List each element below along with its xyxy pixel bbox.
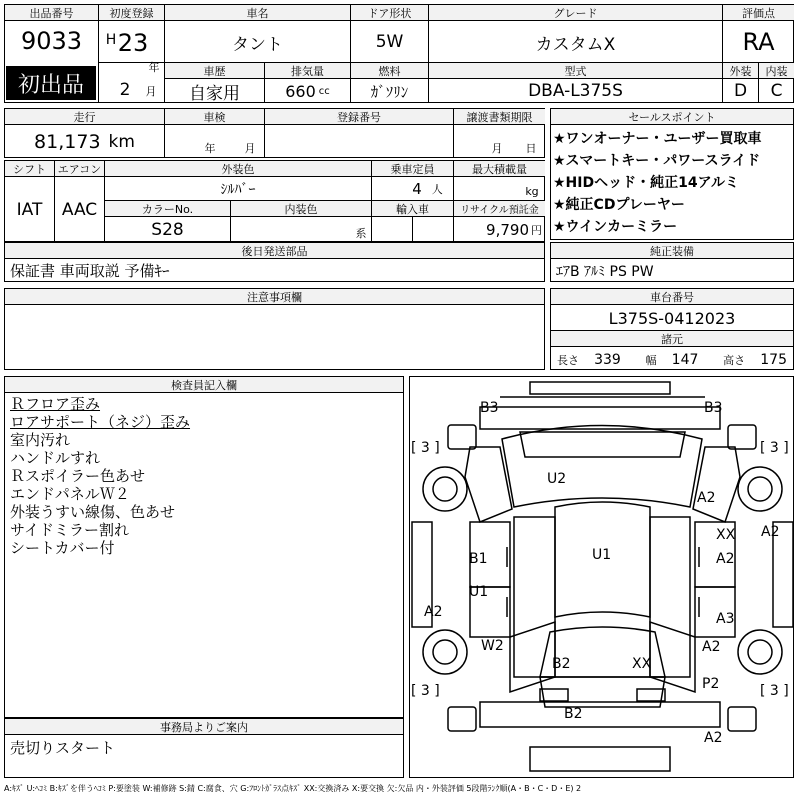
name-label: 車名: [165, 5, 350, 20]
legend: A:ｷｽﾞ U:ﾍｺﾐ B:ｷｽﾞを伴うﾍｺﾐ P:要塗装 W:補修跡 S:錆 C:腐食、穴 G:ﾌﾛﾝﾄｶﾞﾗｽ点ｷｽﾞ XX:交換済み X:要交換 欠:欠品 内・外装評価 5段階ﾗﾝｸ順(A・B・C・D・E) 2: [4, 783, 582, 793]
damage-mark: B2: [552, 656, 571, 672]
disp: [265, 79, 350, 103]
disp-value: 660: [285, 81, 316, 101]
recycle: [454, 218, 545, 242]
ext-label: 外装: [723, 63, 758, 78]
wid-label: 幅: [645, 354, 657, 367]
damage-mark: A2: [716, 551, 735, 567]
inspector-item: ハンドルすれ: [10, 449, 101, 467]
door: 5W: [375, 32, 404, 52]
load-unit: kg: [525, 184, 539, 198]
regno-label: 登録番号: [265, 109, 453, 124]
int-label: 内装: [759, 63, 794, 78]
damage-mark: XX: [632, 656, 652, 672]
damage-mark: B2: [564, 706, 583, 722]
score-label: 評価点: [723, 5, 794, 20]
load-label: 最大積載量: [454, 161, 545, 176]
capacity-label: 乗車定員: [372, 161, 453, 176]
damage-mark: [ 3 ]: [760, 440, 789, 456]
transfer-label: 譲渡書類期限: [454, 109, 545, 124]
len-label: 長さ: [557, 354, 579, 367]
office-label: 事務局よりご案内: [5, 719, 403, 734]
office-note: 売切りスタート: [10, 738, 116, 757]
sales-item: ★HIDヘッド・純正14アルミ: [553, 175, 740, 191]
model: DBA-L375S: [528, 81, 623, 101]
damage-mark: U1: [592, 547, 612, 563]
notes-label: 注意事項欄: [5, 289, 544, 304]
len-value: 339: [594, 352, 621, 368]
first-listing-badge: 初出品: [6, 66, 96, 100]
inspector-item: 外装うすい線傷、色あせ: [10, 503, 176, 521]
lot-no-label: 出品番号: [5, 5, 98, 20]
sales-item: ★ウインカーミラー: [553, 219, 678, 235]
ac-label: エアコン: [55, 161, 104, 176]
history: 自家用: [189, 83, 240, 103]
color-label: 外装色: [105, 161, 371, 176]
recycle-value: 9,790: [486, 221, 529, 239]
sales-item: ★スマートキー・パワースライド: [553, 153, 761, 169]
year-unit: 年: [148, 61, 160, 74]
lot-no: 9033: [20, 27, 83, 55]
inspector-item: ロアサポート（ネジ）歪み: [10, 413, 191, 431]
dims-label: 諸元: [551, 331, 793, 346]
disp-label: 排気量: [265, 63, 350, 78]
hgt-label: 高さ: [723, 354, 746, 367]
sales-label: セールスポイント: [551, 109, 793, 124]
damage-mark: B3: [480, 400, 499, 416]
damage-mark: B3: [704, 400, 723, 416]
recycle-unit: 円: [531, 224, 542, 237]
colorno-label: カラーNo.: [105, 201, 230, 216]
model-label: 型式: [429, 63, 722, 78]
dims: [551, 348, 793, 369]
fuel: ｶﾞｿﾘﾝ: [370, 82, 409, 101]
reg-label: 初度登録: [99, 5, 164, 20]
month-unit: 月: [145, 85, 157, 98]
later-label: 後日発送部品: [5, 243, 544, 258]
mileage-label: 走行: [5, 109, 164, 124]
recycle-label: リサイクル預託金: [454, 201, 545, 216]
damage-mark: A2: [704, 730, 723, 746]
import-label: 輸入車: [372, 201, 453, 216]
equip-label: 純正装備: [551, 243, 793, 258]
chassis-label: 車台番号: [551, 289, 793, 304]
sales-item: ★ワンオーナー・ユーザー買取車: [553, 131, 762, 147]
hgt-value: 175: [760, 352, 787, 368]
damage-mark: A2: [761, 524, 780, 540]
car-diagram: [409, 376, 794, 778]
inspector-item: シートカバー付: [10, 539, 115, 557]
damage-mark: B1: [469, 551, 488, 567]
damage-mark: P2: [702, 676, 720, 692]
damage-mark: A2: [424, 604, 443, 620]
intcolor-unit: 系: [355, 227, 367, 240]
door-label: ドア形状: [351, 5, 428, 20]
damage-mark: U1: [469, 584, 489, 600]
damage-mark: A2: [697, 490, 716, 506]
damage-mark: A2: [702, 639, 721, 655]
disp-unit: cc: [318, 85, 330, 97]
mileage-value: 81,173: [34, 131, 101, 153]
sales-item: ★純正CDプレーヤー: [553, 197, 685, 213]
reg-era: H: [105, 32, 117, 48]
inspector-item: サイドミラー割れ: [10, 521, 129, 539]
score: RA: [742, 28, 775, 56]
damage-mark: XX: [716, 527, 736, 543]
inspector-item: Ｒスポイラー色あせ: [10, 467, 146, 485]
inspector-item: Ｒフロア歪み: [10, 395, 101, 413]
later-parts: 保証書 車両取説 予備ｷｰ: [10, 262, 170, 280]
ac: AAC: [61, 200, 98, 220]
shift-label: シフト: [5, 161, 54, 176]
reg-year: 23: [117, 29, 149, 57]
color: ｼﾙﾊﾞｰ: [220, 182, 256, 198]
shift: IAT: [16, 200, 43, 220]
capacity: [372, 178, 453, 200]
capacity-value: 4: [412, 180, 422, 198]
damage-mark: [ 3 ]: [760, 683, 789, 699]
wid-value: 147: [671, 352, 699, 368]
damage-mark: [ 3 ]: [411, 440, 440, 456]
inspector-item: 室内汚れ: [10, 431, 71, 449]
sales-list: [553, 128, 762, 238]
car-name: タント: [232, 34, 283, 55]
intcolor-label: 内装色: [231, 201, 371, 216]
fuel-label: 燃料: [351, 63, 428, 78]
damage-mark: U2: [547, 471, 567, 487]
car-outline: [410, 377, 795, 779]
damage-mark: W2: [481, 638, 504, 654]
transfer-day-unit: 日: [525, 142, 537, 155]
reg-month: 2: [119, 80, 131, 100]
chassis-number: L375S-0412023: [608, 308, 736, 328]
inspect-month-unit: 月: [244, 142, 256, 155]
colorno: S28: [151, 220, 184, 240]
ext-grade: D: [733, 81, 748, 101]
mileage: [5, 126, 164, 158]
grade: カスタムX: [535, 34, 616, 55]
grade-label: グレード: [429, 5, 722, 20]
capacity-unit: 人: [431, 183, 443, 196]
inspector-item: エンドパネルＷ２: [10, 485, 130, 503]
inspector-list: [10, 395, 190, 557]
equip: ｴｱB ｱﾙﾐ PS PW: [556, 263, 654, 280]
mileage-unit: km: [108, 132, 135, 152]
history-label: 車歴: [165, 63, 264, 78]
inspector-label: 検査員記入欄: [5, 377, 403, 392]
int-grade: C: [770, 81, 783, 101]
damage-mark: A3: [716, 611, 735, 627]
inspect-year-unit: 年: [204, 142, 216, 155]
transfer-month-unit: 月: [491, 142, 503, 155]
damage-mark: [ 3 ]: [411, 683, 440, 699]
inspect-label: 車検: [165, 109, 264, 124]
